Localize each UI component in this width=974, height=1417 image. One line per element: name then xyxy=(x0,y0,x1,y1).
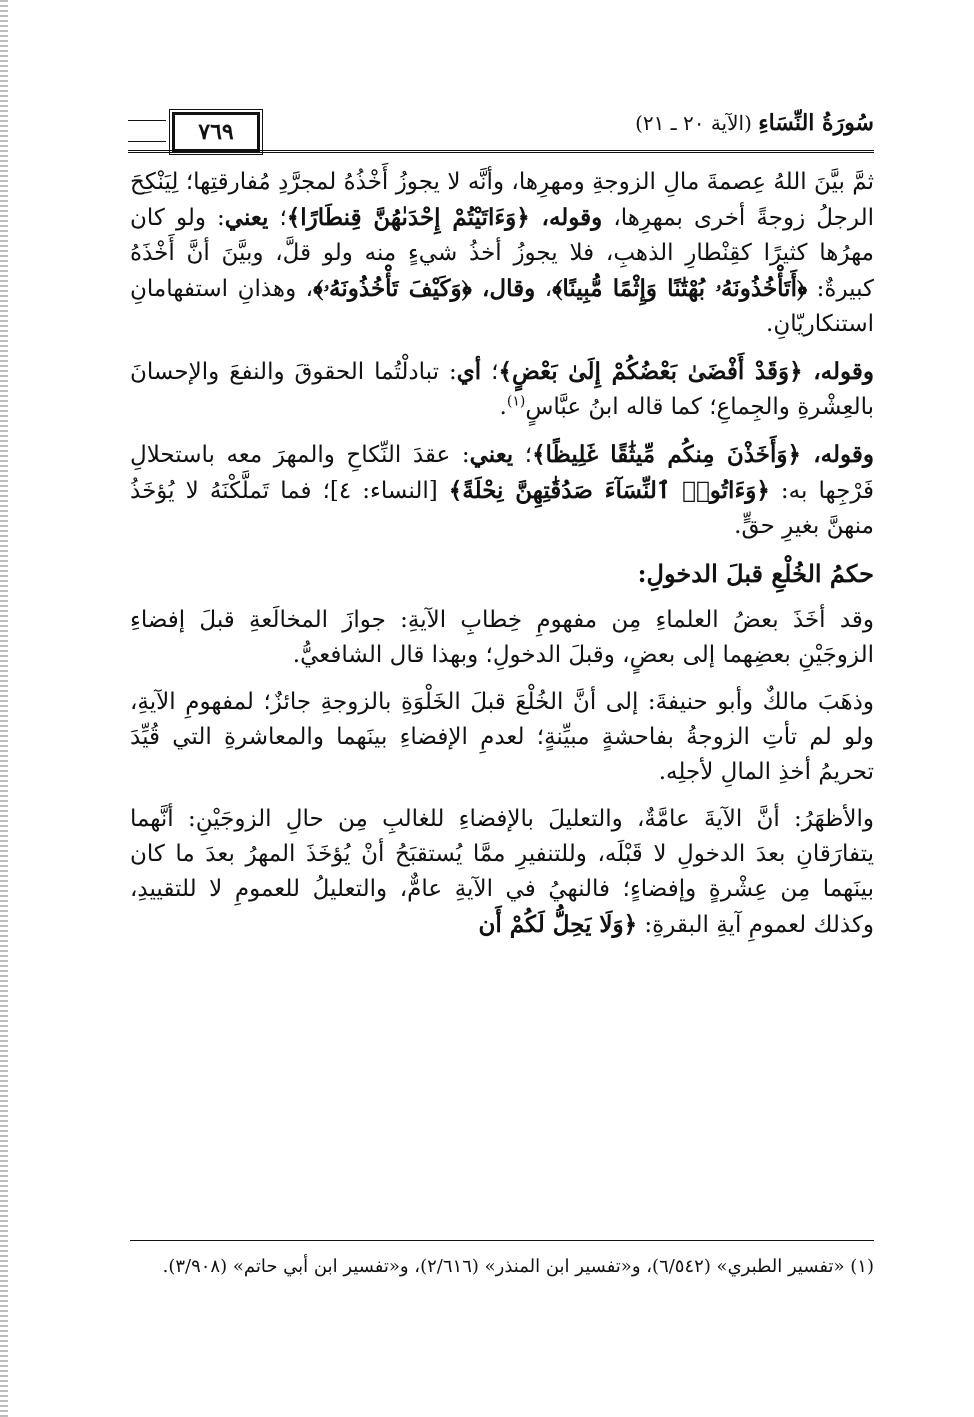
paragraph-5: وذهَبَ مالكٌ وأبو حنيفةَ: إلى أنَّ الخُلْعَ قبلَ الخَلْوَةِ بالزوجةِ جائزٌ؛ لمفهومِ الآيةِ، ولو لم تأتِ الزوجةُ بفاحشةٍ مبيِّنةٍ؛ لعدمِ الإفضاءِ بينَهما والمعاشرةِ التي قُيِّدَ تحريمُ أخذِ المالِ لأجلِه. xyxy=(130,689,874,785)
quran-verse: ﴿أَتَأْخُذُونَهُۥ بُهْتَٰنًا وَإِثْمًا مُّبِينًا﴾ xyxy=(552,275,808,302)
header-ornament xyxy=(128,120,166,142)
text-span: : تبادلْتُما الحقوقَ والنفعَ والإحسانَ بالعِشْرةِ والجِماعِ؛ كما قاله ابنُ عبَّاسٍ xyxy=(130,359,874,420)
page-header xyxy=(128,108,874,154)
footnote: (١) «تفسير الطبري» (٦/٥٤٢)، و«تفسير ابن المنذر» (٢/٦١٦)، و«تفسير ابن أبي حاتم» (٣/٩٠٨). xyxy=(162,1256,874,1277)
page-number: ٧٦٩ xyxy=(172,112,260,152)
paragraph-4: وقد أخَذَ بعضُ العلماءِ مِن مفهومِ خِطابِ الآيةِ: جوازَ المخالَعةِ قبلَ إفضاءِ الزوجَيْنِ بعضِهما إلى بعضٍ، وقبلَ الدخولِ؛ وبهذا قال الشافعيُّ. xyxy=(130,607,874,668)
text-span: : عقدَ النِّكاحِ والمهرَ معه باستحلالِ فَرْجِها به: xyxy=(130,442,875,504)
bold-label: وقوله، xyxy=(802,358,874,385)
quran-verse: ﴿وَءَاتُوا۟ ٱلنِّسَآءَ صَدُقَٰتِهِنَّ نِحْلَةً﴾ xyxy=(448,477,770,504)
bold-label: أي xyxy=(456,358,482,385)
quran-verse: ﴿وَقَدْ أَفْضَىٰ بَعْضُكُمْ إِلَىٰ بَعْضٍ﴾ xyxy=(498,358,803,385)
paragraph-2 xyxy=(130,354,874,425)
text-span: ؛ xyxy=(481,359,499,385)
quran-verse: ﴿وَأَخَذْنَ مِنكُم مِّيثَٰقًا غَلِيظًا﴾ xyxy=(532,441,802,468)
section-heading: حكمُ الخُلْعِ قبلَ الدخولِ: xyxy=(637,559,874,588)
verse-range: (الآية ٢٠ ـ ٢١) xyxy=(635,111,752,135)
bold-label: وقال، xyxy=(471,275,536,302)
text-span: ؛ xyxy=(268,205,287,231)
main-text xyxy=(130,165,874,955)
text-span: ثمَّ بيَّنَ اللهُ عِصمةَ مالِ الزوجةِ ومهرِها، وأنَّه لا يجوزُ أَخْذُهُ لمجرَّدِ مُفارقتِها؛ لِيَنْكِحَ الرجلُ زوجةً أخرى بمهرِها، xyxy=(130,169,874,231)
header-title xyxy=(635,110,874,136)
text-span: والأظهَرُ: أنَّ الآيةَ عامَّةٌ، والتعليلَ بالإفضاءِ للغالبِ مِن حالِ الزوجَيْنِ: أنَّهما يتفارَقانِ بعدَ الدخولِ لا قَبْلَه، وللتنفيرِ ممَّا يُستقبَحُ أنْ يُؤخَذَ المهرُ بعدَ ما كان بينَهما مِن عِشْرةٍ وإفضاءٍ؛ فالنهيُ في الآيةِ عامٌّ، والتعليلُ للعمومِ لا للتقييدِ، وكذلك لعمومِ آيةِ البقرةِ: xyxy=(130,806,874,938)
text-span: [النساء: ٤]؛ فما تَملَّكْنَهُ لا يُؤخَذُ منهنَّ بغيرِ حقٍّ. xyxy=(130,478,874,539)
bold-label: يعني xyxy=(224,204,269,231)
bold-label: وقوله، xyxy=(529,204,603,231)
text-span: : ولو كان مهرُها كثيرًا كقِنْطارِ الذهبِ، فلا يجوزُ أخذُ شيءٍ منه ولو قلَّ، وبيَّنَ أنَّ أَخْذَهُ كبيرةٌ: xyxy=(130,205,874,302)
page-edge xyxy=(0,0,8,1417)
text-span: ؛ xyxy=(513,442,533,468)
paragraph-6 xyxy=(130,802,874,943)
text-span: . xyxy=(499,394,507,420)
footnote-marker: (١) xyxy=(506,393,526,410)
paragraph-1 xyxy=(130,165,874,342)
surah-name: سُورَةُ النِّسَاءِ xyxy=(758,110,874,136)
bold-label: يعني xyxy=(469,441,514,468)
bold-label: وقوله، xyxy=(801,441,875,468)
quran-verse: ﴿وَءَاتَيْتُمْ إِحْدَىٰهُنَّ قِنطَارًا﴾ xyxy=(286,204,530,231)
quran-verse: ﴿وَلَا يَحِلُّ لَكُمْ أَن xyxy=(478,911,638,938)
text-span: ، وهذانِ استفهامانِ استنكاريّانِ. xyxy=(130,276,874,337)
footnote-divider xyxy=(130,1240,874,1241)
header-rule xyxy=(128,150,874,153)
paragraph-3 xyxy=(130,437,874,544)
text-span: ، xyxy=(535,276,553,302)
quran-verse: ﴿وَكَيْفَ تَأْخُذُونَهُۥ﴾ xyxy=(313,275,472,302)
